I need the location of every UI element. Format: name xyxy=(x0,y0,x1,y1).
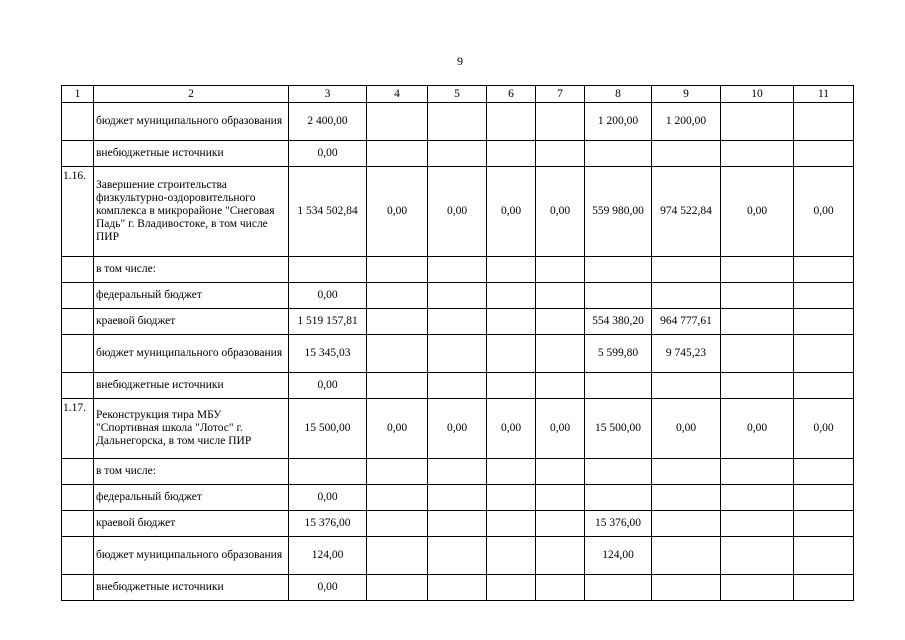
amount-cell xyxy=(487,309,536,335)
column-header: 1 xyxy=(62,86,94,103)
amount-cell xyxy=(794,257,854,283)
amount-cell xyxy=(487,511,536,537)
item-number-cell: 1.17. xyxy=(62,399,94,459)
amount-cell xyxy=(536,511,585,537)
amount-cell xyxy=(585,459,652,485)
budget-table xyxy=(61,85,854,601)
amount-cell: 0,00 xyxy=(289,283,367,309)
amount-cell xyxy=(794,309,854,335)
amount-cell xyxy=(794,141,854,167)
item-name-cell: федеральный бюджет xyxy=(94,485,289,511)
amount-cell xyxy=(428,459,487,485)
amount-cell xyxy=(536,575,585,601)
amount-cell xyxy=(721,373,794,399)
header-row xyxy=(62,86,854,103)
amount-cell xyxy=(794,537,854,575)
amount-cell xyxy=(536,537,585,575)
item-number-cell xyxy=(62,511,94,537)
amount-cell xyxy=(721,335,794,373)
item-number-cell xyxy=(62,335,94,373)
amount-cell xyxy=(487,257,536,283)
item-number-cell xyxy=(62,575,94,601)
amount-cell xyxy=(428,283,487,309)
amount-cell xyxy=(585,257,652,283)
column-header: 11 xyxy=(794,86,854,103)
amount-cell: 124,00 xyxy=(585,537,652,575)
amount-cell xyxy=(794,335,854,373)
amount-cell xyxy=(536,257,585,283)
amount-cell xyxy=(367,257,428,283)
amount-cell xyxy=(721,103,794,141)
amount-cell xyxy=(585,575,652,601)
amount-cell xyxy=(794,575,854,601)
item-number-cell xyxy=(62,537,94,575)
column-header: 2 xyxy=(94,86,289,103)
amount-cell xyxy=(721,485,794,511)
table-row xyxy=(62,373,854,399)
table-row xyxy=(62,309,854,335)
amount-cell xyxy=(536,283,585,309)
table-row xyxy=(62,537,854,575)
amount-cell xyxy=(487,575,536,601)
amount-cell xyxy=(367,485,428,511)
amount-cell xyxy=(585,283,652,309)
amount-cell: 0,00 xyxy=(721,167,794,257)
amount-cell xyxy=(367,309,428,335)
amount-cell: 0,00 xyxy=(289,373,367,399)
amount-cell: 5 599,80 xyxy=(585,335,652,373)
amount-cell: 559 980,00 xyxy=(585,167,652,257)
amount-cell xyxy=(794,103,854,141)
amount-cell xyxy=(428,575,487,601)
amount-cell: 0,00 xyxy=(652,399,721,459)
amount-cell xyxy=(428,373,487,399)
amount-cell xyxy=(721,575,794,601)
amount-cell xyxy=(721,537,794,575)
amount-cell xyxy=(487,537,536,575)
item-number-cell: 1.16. xyxy=(62,167,94,257)
amount-cell xyxy=(585,485,652,511)
amount-cell xyxy=(585,373,652,399)
amount-cell xyxy=(487,283,536,309)
item-number-cell xyxy=(62,485,94,511)
item-number-cell xyxy=(62,373,94,399)
amount-cell xyxy=(367,511,428,537)
amount-cell xyxy=(487,141,536,167)
table-row xyxy=(62,167,854,257)
item-name-cell: бюджет муниципального образования xyxy=(94,537,289,575)
amount-cell xyxy=(652,511,721,537)
amount-cell: 1 200,00 xyxy=(585,103,652,141)
item-name-cell: в том числе: xyxy=(94,459,289,485)
amount-cell xyxy=(367,335,428,373)
item-name-cell: в том числе: xyxy=(94,257,289,283)
amount-cell xyxy=(536,459,585,485)
amount-cell: 0,00 xyxy=(536,399,585,459)
amount-cell xyxy=(428,537,487,575)
amount-cell xyxy=(289,257,367,283)
item-number-cell xyxy=(62,283,94,309)
amount-cell xyxy=(721,283,794,309)
column-header: 6 xyxy=(487,86,536,103)
amount-cell: 964 777,61 xyxy=(652,309,721,335)
amount-cell xyxy=(428,511,487,537)
item-number-cell xyxy=(62,141,94,167)
amount-cell xyxy=(367,141,428,167)
amount-cell xyxy=(487,485,536,511)
amount-cell xyxy=(652,485,721,511)
amount-cell xyxy=(367,575,428,601)
amount-cell xyxy=(794,283,854,309)
amount-cell: 0,00 xyxy=(487,167,536,257)
column-header: 5 xyxy=(428,86,487,103)
amount-cell: 15 500,00 xyxy=(585,399,652,459)
amount-cell: 1 200,00 xyxy=(652,103,721,141)
amount-cell xyxy=(487,459,536,485)
column-header: 7 xyxy=(536,86,585,103)
amount-cell: 124,00 xyxy=(289,537,367,575)
amount-cell xyxy=(487,335,536,373)
amount-cell xyxy=(367,283,428,309)
column-header: 10 xyxy=(721,86,794,103)
item-name-cell: внебюджетные источники xyxy=(94,575,289,601)
amount-cell xyxy=(794,373,854,399)
amount-cell: 15 500,00 xyxy=(289,399,367,459)
amount-cell xyxy=(652,459,721,485)
item-number-cell xyxy=(62,257,94,283)
item-number-cell xyxy=(62,309,94,335)
item-name-cell: бюджет муниципального образования xyxy=(94,335,289,373)
amount-cell: 0,00 xyxy=(289,575,367,601)
table-row xyxy=(62,399,854,459)
amount-cell xyxy=(794,511,854,537)
amount-cell: 0,00 xyxy=(721,399,794,459)
item-number-cell xyxy=(62,459,94,485)
amount-cell xyxy=(367,459,428,485)
amount-cell xyxy=(585,141,652,167)
amount-cell xyxy=(721,257,794,283)
amount-cell: 0,00 xyxy=(487,399,536,459)
amount-cell xyxy=(721,141,794,167)
amount-cell xyxy=(536,335,585,373)
table-row xyxy=(62,575,854,601)
item-name-cell: федеральный бюджет xyxy=(94,283,289,309)
amount-cell xyxy=(721,459,794,485)
table-row xyxy=(62,459,854,485)
item-name-cell: краевой бюджет xyxy=(94,309,289,335)
table-row xyxy=(62,511,854,537)
amount-cell xyxy=(652,283,721,309)
amount-cell xyxy=(536,103,585,141)
amount-cell: 974 522,84 xyxy=(652,167,721,257)
amount-cell xyxy=(536,485,585,511)
amount-cell xyxy=(428,257,487,283)
amount-cell xyxy=(652,141,721,167)
item-name-cell: внебюджетные источники xyxy=(94,373,289,399)
amount-cell xyxy=(652,257,721,283)
table-body xyxy=(62,86,854,601)
amount-cell: 0,00 xyxy=(289,141,367,167)
amount-cell: 1 534 502,84 xyxy=(289,167,367,257)
column-header: 3 xyxy=(289,86,367,103)
amount-cell: 2 400,00 xyxy=(289,103,367,141)
amount-cell: 0,00 xyxy=(428,167,487,257)
item-name-cell: Завершение строительства физкультурно-оздоровительного комплекса в микрорайоне "Снеговая Падь" г. Владивостоке, в том числе ПИР xyxy=(94,167,289,257)
table-row xyxy=(62,485,854,511)
amount-cell xyxy=(428,141,487,167)
amount-cell xyxy=(652,537,721,575)
amount-cell: 15 376,00 xyxy=(585,511,652,537)
item-name-cell: внебюджетные источники xyxy=(94,141,289,167)
column-header: 9 xyxy=(652,86,721,103)
amount-cell: 0,00 xyxy=(794,399,854,459)
amount-cell: 0,00 xyxy=(794,167,854,257)
amount-cell xyxy=(536,141,585,167)
table-row xyxy=(62,283,854,309)
table-row xyxy=(62,141,854,167)
amount-cell xyxy=(536,309,585,335)
amount-cell: 0,00 xyxy=(289,485,367,511)
amount-cell xyxy=(536,373,585,399)
amount-cell xyxy=(428,485,487,511)
amount-cell xyxy=(721,511,794,537)
table-row xyxy=(62,103,854,141)
amount-cell: 0,00 xyxy=(428,399,487,459)
amount-cell xyxy=(367,537,428,575)
amount-cell: 0,00 xyxy=(536,167,585,257)
amount-cell xyxy=(652,373,721,399)
amount-cell xyxy=(652,575,721,601)
amount-cell xyxy=(487,373,536,399)
amount-cell: 15 345,03 xyxy=(289,335,367,373)
amount-cell xyxy=(721,309,794,335)
amount-cell: 15 376,00 xyxy=(289,511,367,537)
amount-cell xyxy=(367,103,428,141)
amount-cell xyxy=(428,309,487,335)
amount-cell xyxy=(367,373,428,399)
table-row xyxy=(62,335,854,373)
item-name-cell: бюджет муниципального образования xyxy=(94,103,289,141)
amount-cell: 9 745,23 xyxy=(652,335,721,373)
column-header: 8 xyxy=(585,86,652,103)
column-header: 4 xyxy=(367,86,428,103)
amount-cell xyxy=(289,459,367,485)
amount-cell: 0,00 xyxy=(367,399,428,459)
page-number: 9 xyxy=(457,54,463,68)
item-name-cell: краевой бюджет xyxy=(94,511,289,537)
amount-cell xyxy=(794,485,854,511)
table-row xyxy=(62,257,854,283)
amount-cell xyxy=(487,103,536,141)
amount-cell xyxy=(428,103,487,141)
amount-cell: 554 380,20 xyxy=(585,309,652,335)
amount-cell: 1 519 157,81 xyxy=(289,309,367,335)
item-number-cell xyxy=(62,103,94,141)
amount-cell xyxy=(428,335,487,373)
amount-cell: 0,00 xyxy=(367,167,428,257)
item-name-cell: Реконструкция тира МБУ "Спортивная школа "Лотос" г. Дальнегорска, в том числе ПИР xyxy=(94,399,289,459)
amount-cell xyxy=(794,459,854,485)
